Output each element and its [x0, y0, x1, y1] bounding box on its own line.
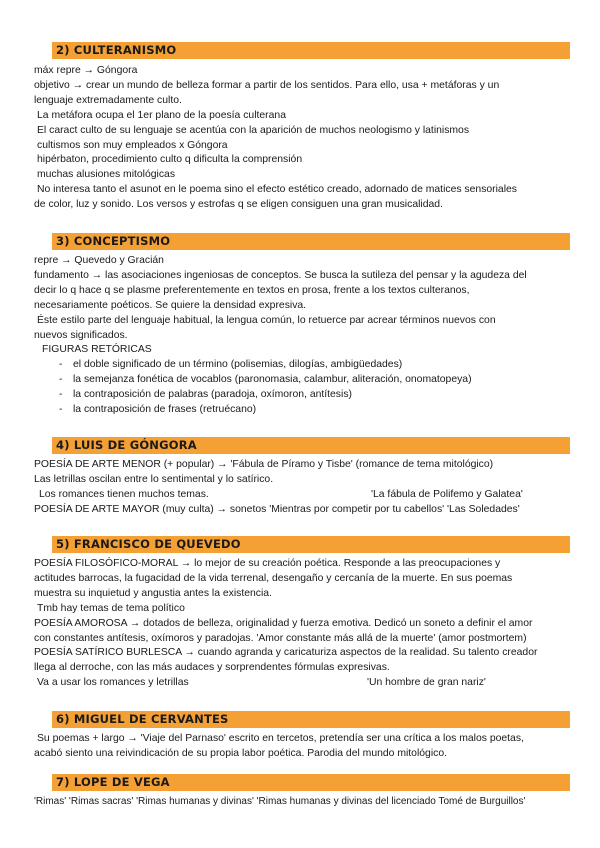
section-title: 4) LUIS DE GÓNGORA	[56, 438, 197, 452]
list-item	[59, 403, 570, 418]
section-title: 7) LOPE DE VEGA	[56, 775, 170, 789]
text-line: muchas alusiones mitológicas	[37, 169, 176, 181]
text-line: 'Rimas' 'Rimas sacras' 'Rimas humanas y divinas' 'Rimas humanas y divinas del licenciado Tomé de Burguillos'	[34, 796, 526, 807]
text-line: POESÍA DE ARTE MENOR (+ popular) → 'Fábula de Píramo y Tisbe' (romance de tema mitológico)	[34, 459, 494, 470]
dash-bullet: -	[59, 389, 63, 401]
text-line: muestra su inquietud y angustia antes la existencia.	[34, 587, 272, 599]
dash-bullet: -	[59, 374, 63, 386]
text-line: Su poemas + largo → 'Viaje del Parnaso' escrito en tercetos, pretendía ser una crítica a los malos poetas,	[37, 733, 524, 744]
list-item	[59, 373, 570, 388]
text-line: llega al derroche, con las más audaces y sorprendentes fórmulas expresivas.	[34, 662, 390, 674]
section-body	[34, 732, 570, 762]
list-item	[59, 358, 570, 373]
text-line: FIGURAS RETÓRICAS	[42, 344, 152, 356]
text-left: Los romances tienen muchos temas.	[39, 488, 209, 500]
text-line: lenguaje extremadamente culto.	[34, 94, 182, 106]
text-line: nuevos significados.	[34, 329, 128, 341]
section-conceptismo	[34, 233, 570, 418]
text-line: El caract culto de su lenguaje se acentúa con la aparición de muchos neologismo y latinismos	[37, 124, 470, 136]
section-body	[34, 557, 570, 691]
text-line: actitudes barrocas, la fugacidad de la vida terrenal, desengaño y cercanía de la muerte. En sus poemas	[34, 572, 513, 584]
text-left: Va a usar los romances y letrillas	[37, 677, 189, 689]
section-header-bar	[52, 42, 570, 59]
section-title: 5) FRANCISCO DE QUEVEDO	[56, 537, 241, 551]
section-body	[34, 795, 570, 810]
text-line: Tmb hay temas de tema político	[37, 602, 185, 614]
section-lope-de-vega	[34, 774, 570, 810]
dash-bullet: -	[59, 404, 63, 416]
text-line: necesariamente poéticos. Se quiere la densidad expresiva.	[34, 299, 307, 311]
section-header-bar	[52, 233, 570, 250]
section-gongora	[34, 437, 570, 518]
section-quevedo	[34, 536, 570, 691]
dash-bullet: -	[59, 359, 63, 371]
list-item-text: el doble significado de un término (polisemias, dilogías, ambigüedades)	[73, 359, 403, 371]
list-item	[59, 388, 570, 403]
text-line: La metáfora ocupa el 1er plano de la poesía culterana	[37, 109, 286, 121]
text-line: Éste estilo parte del lenguaje habitual, la lengua común, lo retuerce par acrear términos nuevos con	[37, 314, 496, 326]
text-line: POESÍA AMOROSA → dotados de belleza, originalidad y fuerza emotiva. Dedicó un soneto a definir el amor	[34, 617, 533, 629]
text-line: cultismos son muy empleados x Góngora	[37, 139, 228, 151]
text-line: POESÍA DE ARTE MAYOR (muy culta) → sonetos 'Mientras por competir por tu cabellos' 'Las Soledades'	[34, 503, 520, 515]
text-line: fundamento → las asociaciones ingeniosas de conceptos. Se busca la sutileza del pensar y la agudeza del	[34, 269, 527, 281]
text-right: 'La fábula de Polifemo y Galatea'	[371, 488, 523, 500]
text-right: 'Un hombre de gran nariz'	[367, 677, 486, 689]
bullet-list	[34, 358, 570, 418]
list-item-text: la contraposición de frases (retruécano)	[73, 404, 257, 416]
section-body	[34, 254, 570, 418]
text-line: No interesa tanto el asunot en le poema sino el efecto estético creado, adornado de matices sensoriales	[37, 184, 517, 196]
section-header-bar	[52, 536, 570, 553]
text-line: con constantes antítesis, oxímoros y paradojas. 'Amor constante más allá de la muerte' (amor postmortem)	[34, 632, 527, 644]
section-header-bar	[52, 711, 570, 728]
section-body	[34, 458, 570, 518]
text-line: repre → Quevedo y Gracián	[34, 255, 164, 266]
text-line	[34, 488, 570, 503]
text-line: máx repre → Góngora	[34, 65, 138, 76]
text-line: de color, luz y sonido. Los versos y estrofas q se eligen consiguen una gran musicalidad.	[34, 199, 443, 211]
section-cervantes	[34, 711, 570, 762]
section-header-bar	[52, 774, 570, 791]
text-line: acabó siento una reivindicación de su propia labor poética. Parodia del mundo mitológico.	[34, 747, 447, 759]
section-culteranismo	[34, 42, 570, 213]
text-line: Las letrillas oscilan entre lo sentimental y lo satírico.	[34, 473, 274, 485]
section-header-bar	[52, 437, 570, 454]
text-line: hipérbaton, procedimiento culto q dificulta la comprensión	[37, 154, 303, 166]
section-title: 2) CULTERANISMO	[56, 43, 177, 57]
section-title: 3) CONCEPTISMO	[56, 234, 171, 248]
section-body	[34, 64, 570, 213]
text-line: POESÍA FILOSÓFICO-MORAL → lo mejor de su creación poética. Responde a las preocupaciones y	[34, 558, 501, 569]
text-line: decir lo q hace q se plasme preferentemente en textos en prosa, frente a los textos culteranos,	[34, 284, 470, 296]
list-item-text: la contraposición de palabras (paradoja, oxímoron, antítesis)	[73, 389, 352, 401]
text-line	[34, 676, 570, 691]
section-title: 6) MIGUEL DE CERVANTES	[56, 712, 229, 726]
text-line: objetivo → crear un mundo de belleza formar a partir de los sentidos. Para ello, usa + metáforas y un	[34, 79, 500, 91]
text-line: POESÍA SATÍRICO BURLESCA → cuando agranda y caricaturiza aspectos de la realidad. Su talento creador	[34, 647, 538, 659]
list-item-text: la semejanza fonética de vocablos (paronomasia, calambur, aliteración, onomatopeya)	[73, 374, 472, 386]
